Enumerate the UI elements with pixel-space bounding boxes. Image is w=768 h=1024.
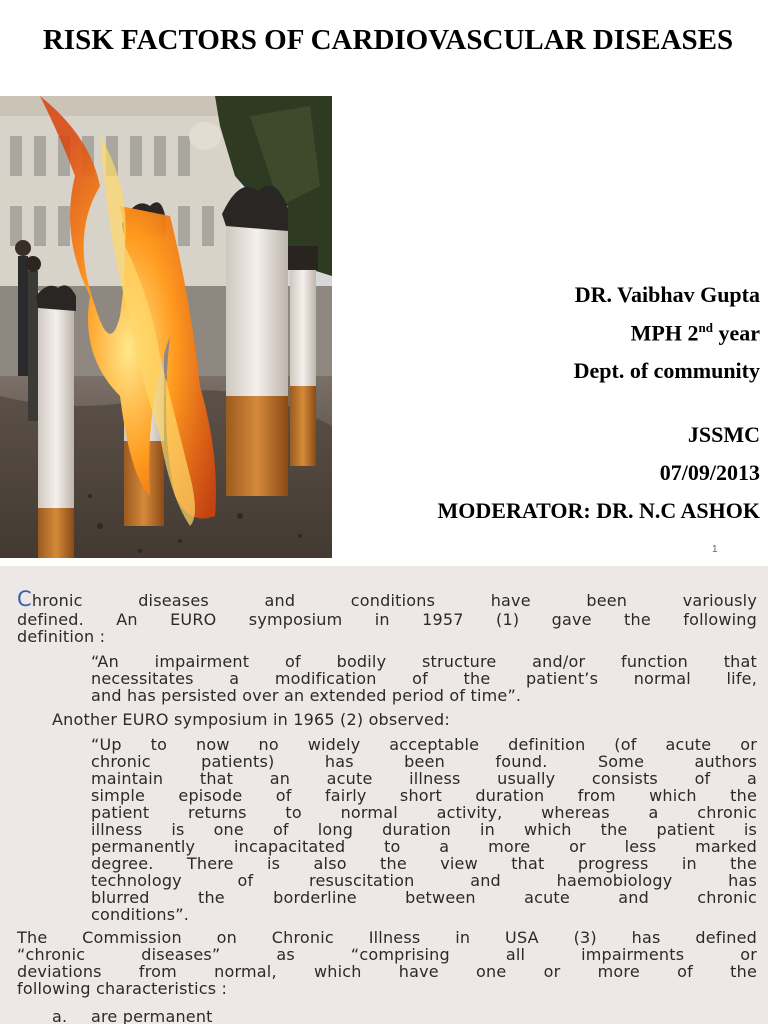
paragraph-line: “chronic diseases” as “comprising all impairments or xyxy=(17,945,757,964)
quote-line: necessitates a modification of the patient’s normal life, xyxy=(91,669,757,688)
quote-line: illness is one of long duration in which the patient is xyxy=(91,820,757,839)
institute-name: JSSMC xyxy=(687,422,760,447)
paragraph-line: The Commission on Chronic Illness in USA (3) has defined xyxy=(17,928,757,947)
quote-line: degree. There is also the view that progress in the xyxy=(91,854,757,873)
presenter-department: Dept. of community xyxy=(573,358,760,383)
paragraph-line: following characteristics : xyxy=(17,979,228,998)
quote-line: blurred the borderline between acute and chronic xyxy=(91,888,757,907)
quote-line: simple episode of fairly short duration from which the xyxy=(91,786,757,805)
quote-line: permanently incapacitated to a more or less marked xyxy=(91,837,757,856)
quote-line: chronic patients) has been found. Some authors xyxy=(91,752,757,771)
quote-line: and has persisted over an extended period of time”. xyxy=(91,686,522,705)
scanned-book-page xyxy=(0,566,768,1024)
quote-line: maintain that an acute illness usually consists of a xyxy=(91,769,757,788)
list-item: are permanent xyxy=(91,1007,213,1024)
drop-cap: C xyxy=(17,587,32,611)
slide-title: RISK FACTORS OF CARDIOVASCULAR DISEASES xyxy=(42,24,734,56)
moderator-name: MODERATOR: DR. N.C ASHOK xyxy=(437,498,760,523)
paragraph-line: Another EURO symposium in 1965 (2) observed: xyxy=(52,710,450,729)
paragraph-line: defined. An EURO symposium in 1957 (1) gave the following xyxy=(17,610,757,629)
slide-number: 1 xyxy=(712,544,718,555)
presenter-name: DR. Vaibhav Gupta xyxy=(574,282,760,307)
presenter-course: MPH 2nd year xyxy=(630,320,760,346)
quote-line: patient returns to normal activity, whereas a chronic xyxy=(91,803,757,822)
paragraph-line: definition : xyxy=(17,627,106,646)
quote-line: “Up to now no widely acceptable definition (of acute or xyxy=(91,735,757,754)
quote-line: “An impairment of bodily structure and/or function that xyxy=(91,652,757,671)
burning-cigarettes-photo xyxy=(0,96,332,558)
list-item-marker: a. xyxy=(52,1007,68,1024)
presentation-date: 07/09/2013 xyxy=(659,460,760,485)
paragraph-line: Chronic diseases and conditions have been variously xyxy=(17,587,757,611)
quote-line: conditions”. xyxy=(91,905,190,924)
paragraph-line: deviations from normal, which have one or more of the xyxy=(17,962,757,981)
quote-line: technology of resuscitation and haemobiology has xyxy=(91,871,757,890)
